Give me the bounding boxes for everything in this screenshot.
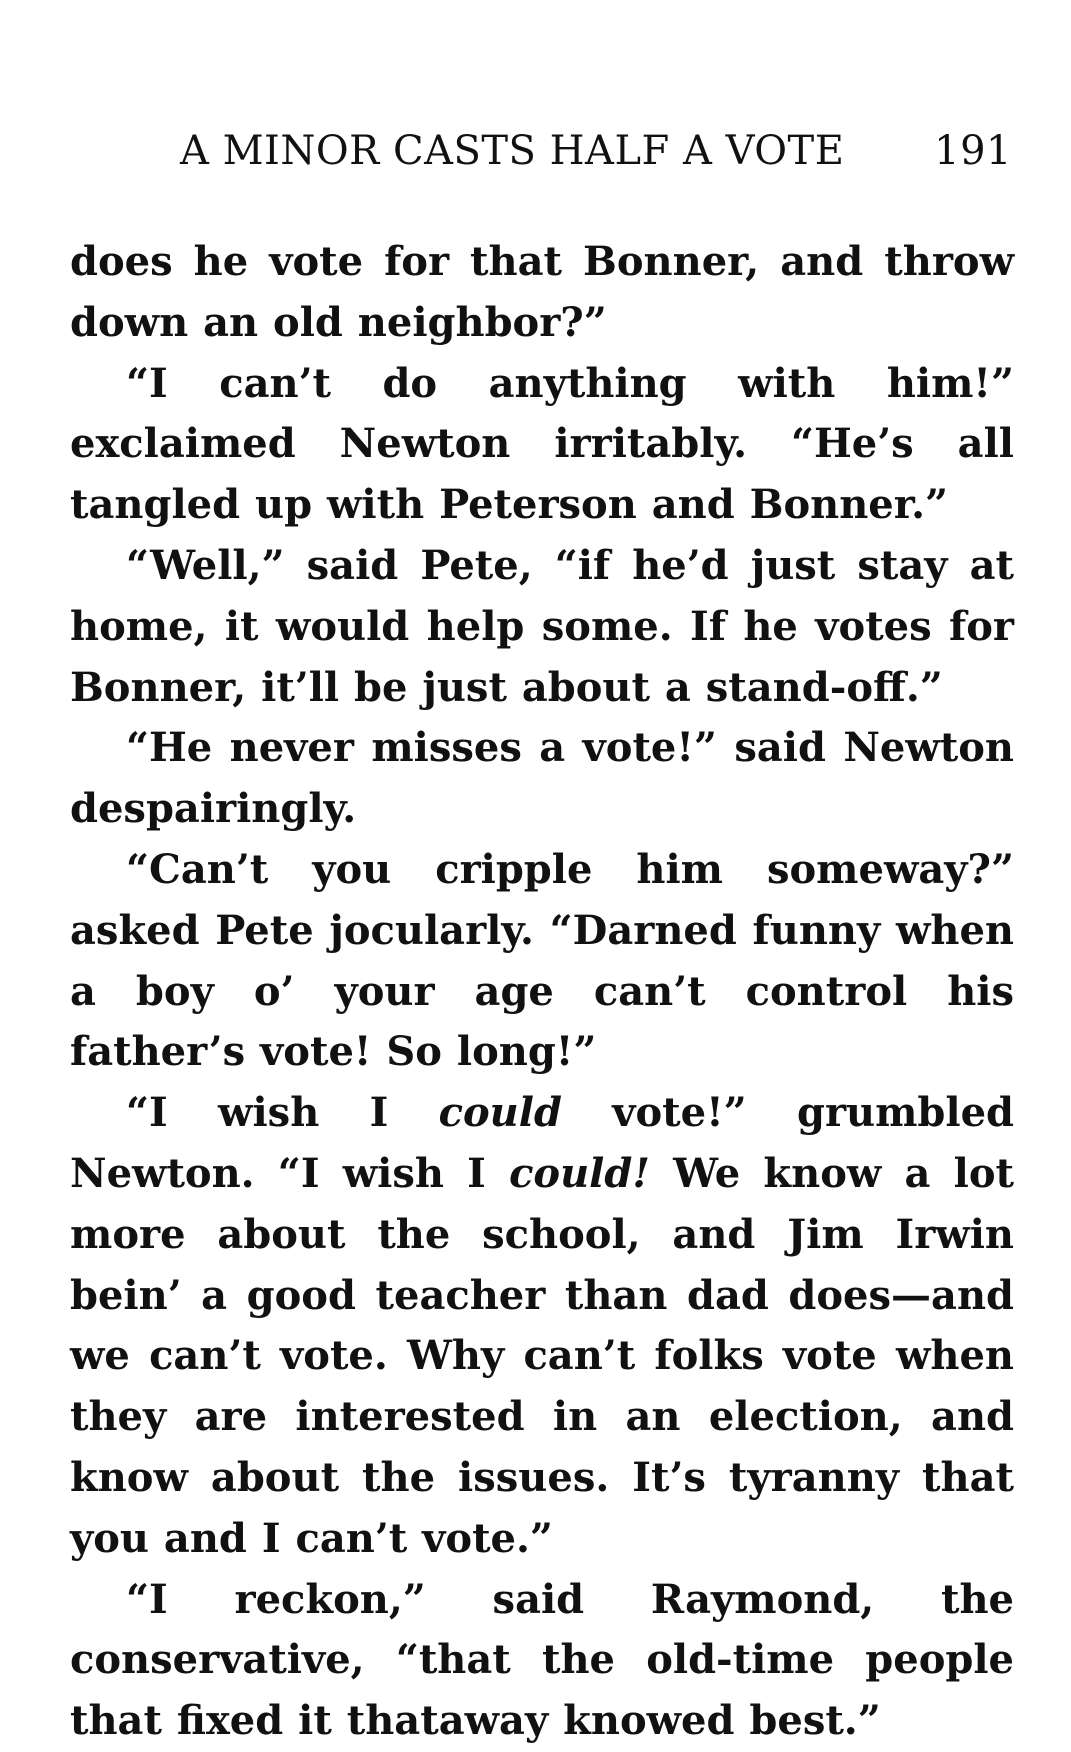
italic-emphasis: could	[438, 1089, 562, 1137]
paragraph-text: “I can’t do anything with him!” exclaimed Newton irritably. “He’s all tangled up with Peterson and Bonner.”	[70, 359, 1014, 529]
paragraph-text: “I wish I	[126, 1089, 439, 1137]
paragraph-text: vote!” grumbled Newton. “I wish I	[70, 1089, 1015, 1197]
paragraph-text: “I reckon,” said Raymond, the conservative, “that the old-time people that fixed it thataway knowed best.”	[70, 1575, 1014, 1745]
paragraph	[70, 354, 1014, 536]
paragraph-text: “Can’t you cripple him someway?” asked Pete jocularly. “Darned funny when a boy o’ your age can’t control his father’s vote! So long!”	[70, 845, 1014, 1076]
paragraph-text: does he vote for that Bonner, and throw down an old neighbor?”	[70, 238, 1014, 346]
paragraph-text: “Well,” said Pete, “if he’d just stay at home, it would help some. If he votes for Bonner, it’ll be just about a stand-off.”	[70, 541, 1014, 711]
paragraph	[70, 718, 1014, 840]
chapter-title: A MINOR CASTS HALF A VOTE	[180, 128, 845, 174]
paragraph	[70, 1570, 1014, 1752]
paragraph	[70, 840, 1014, 1083]
running-head	[180, 128, 1012, 184]
paragraph	[70, 1083, 1014, 1569]
italic-emphasis: could!	[509, 1149, 650, 1197]
paragraph	[70, 232, 1014, 354]
paragraph	[70, 536, 1014, 718]
body-text	[70, 232, 1014, 1752]
page-number: 191	[934, 128, 1012, 174]
paragraph-text: We know a lot more about the school, and Jim Irwin bein’ a good teacher than dad does—and we can’t vote. Why can’t folks vote when they are interested in an election, and know about the issues. It’s tyranny that you and I can’t vote.”	[70, 1149, 1014, 1562]
paragraph-text: “He never misses a vote!” said Newton despairingly.	[70, 724, 1014, 833]
